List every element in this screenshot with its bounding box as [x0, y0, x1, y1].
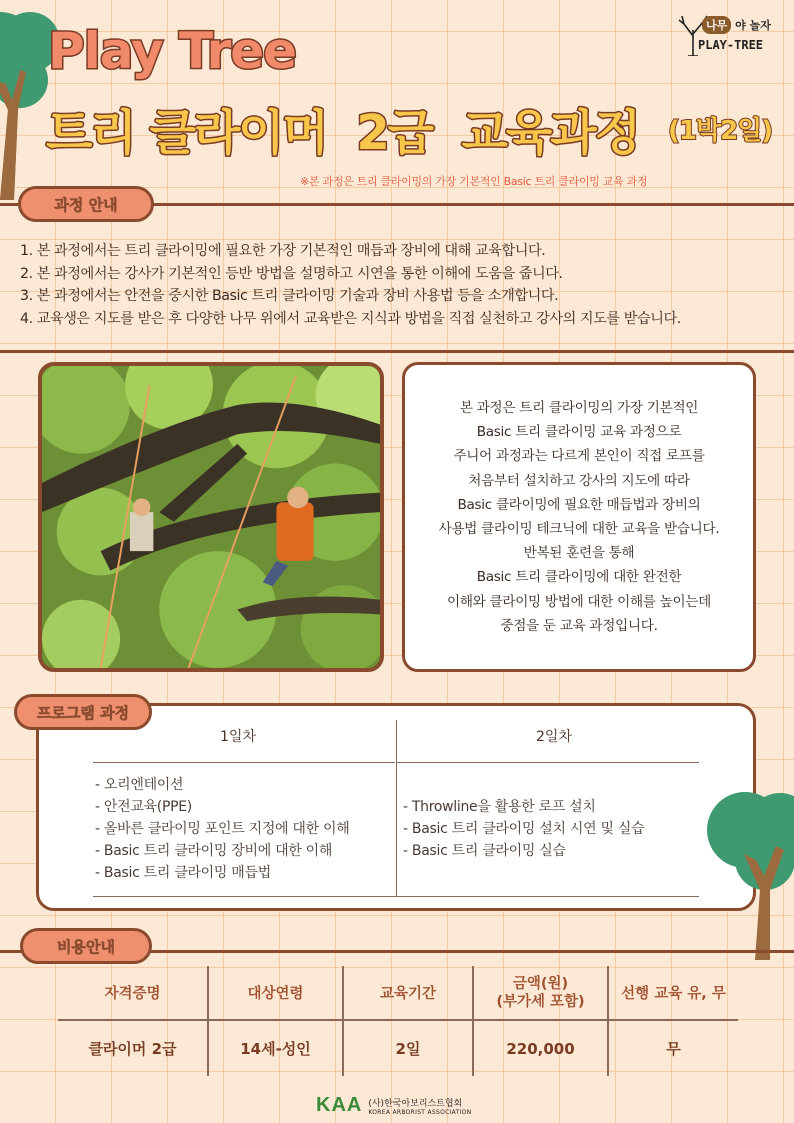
table-header: [473, 966, 608, 1020]
table-header: 대상연령: [208, 966, 343, 1020]
table-row: [58, 1020, 738, 1076]
list-item: - 올바른 클라이밍 포인트 지정에 대한 이해: [95, 821, 350, 837]
list-item: - Throwline을 활용한 로프 설치: [403, 799, 596, 815]
brand-logo: [676, 10, 786, 62]
table-header: 교육기간: [343, 966, 473, 1020]
column-divider: [93, 896, 699, 897]
list-item: - Basic 트리 클라이밍 실습: [403, 843, 566, 859]
description-line: 사용법 클라이밍 테크닉에 대한 교육을 받습니다.: [438, 521, 720, 537]
title-english: Play Tree: [48, 22, 297, 80]
description-line: Basic 트리 클라이밍 교육 과정으로: [476, 424, 682, 441]
column-divider: [93, 762, 395, 763]
section-label-cost: 비용안내: [20, 928, 152, 964]
list-item: 4. 교육생은 지도를 받은 후 다양한 나무 위에서 교육받은 지식과 방법을 직접 실천하고 강사의 지도를 받습니다.: [20, 310, 681, 327]
day1-title: 1일차: [220, 729, 256, 745]
table-cell: 무: [608, 1020, 738, 1076]
description-line: 중점을 둔 교육 과정입니다.: [500, 617, 658, 634]
kaa-logo: KAA: [316, 1094, 363, 1116]
logo-wordmark: PLAY-TREE: [698, 38, 764, 52]
day2-title: 2일차: [536, 729, 572, 745]
tree-climbing-photo: [38, 362, 384, 672]
title-korean: 트리 클라이머 2급 교육과정: [46, 105, 640, 161]
list-item: - 오리엔테이션: [95, 777, 184, 793]
description-line: 이해와 클라이밍 방법에 대한 이해를 높이는데: [447, 593, 711, 610]
day2-items: [403, 796, 644, 862]
section-label-course-guide: 과정 안내: [18, 186, 154, 222]
course-note: ※본 과정은 트리 클라이밍의 가장 기본적인 Basic 트리 클라이밍 교육 과정: [300, 175, 648, 188]
table-header: 선행 교육 유, 무: [608, 966, 738, 1020]
table-header: 자격증명: [58, 966, 208, 1020]
footer-logo: [316, 1094, 471, 1117]
description-line: 주니어 과정과는 다르게 본인이 직접 로프를: [453, 448, 705, 465]
list-item: - Basic 트리 클라이밍 설치 시연 및 실습: [403, 821, 645, 837]
table-cell: 220,000: [473, 1020, 608, 1076]
list-item: - Basic 트리 클라이밍 장비에 대한 이해: [95, 843, 333, 859]
list-item: 3. 본 과정에서는 안전을 중시한 Basic 트리 클라이밍 기술과 장비 사용법 등을 소개합니다.: [20, 288, 559, 304]
cost-table: [58, 966, 738, 1076]
course-guide-list: [20, 240, 780, 330]
table-header-row: [58, 966, 738, 1020]
description-line: 본 과정은 트리 클라이밍의 가장 기본적인: [459, 399, 699, 416]
list-item: 1. 본 과정에서는 트리 클라이밍에 필요한 가장 기본적인 매듭과 장비에 대해 교육합니다.: [20, 243, 546, 259]
column-separator: [396, 720, 397, 896]
day1-items: [95, 774, 349, 884]
table-header-line: 금액(원): [512, 975, 569, 992]
list-item: - Basic 트리 클라이밍 매듭법: [95, 865, 271, 881]
description-line: Basic 트리 클라이밍에 대한 완전한: [476, 569, 682, 586]
table-cell: 클라이머 2급: [88, 1040, 177, 1058]
title-duration: (1박2일): [668, 116, 773, 146]
course-description-card: [402, 362, 756, 672]
description-line: Basic 클라이밍에 필요한 매듭법과 장비의: [457, 496, 701, 513]
table-cell: 2일: [343, 1020, 473, 1076]
org-name-english: KOREA ARBORIST ASSOCIATION: [368, 1108, 472, 1116]
logo-badge: 나무: [702, 16, 731, 34]
program-card: [36, 703, 756, 911]
description-line: 반복된 훈련을 통해: [523, 545, 635, 562]
tree-decoration-icon: [700, 780, 794, 960]
column-divider: [397, 762, 699, 763]
logo-top-text: 야 놀자: [735, 19, 771, 32]
table-header-line: (부가세 포함): [496, 993, 585, 1010]
table-cell: 14세-성인: [208, 1020, 343, 1076]
description-line: 처음부터 설치하고 강사의 지도에 따라: [468, 472, 690, 489]
list-item: - 안전교육(PPE): [95, 799, 192, 815]
org-name-korean: (사)한국아보리스트협회: [368, 1098, 463, 1109]
list-item: 2. 본 과정에서는 강사가 기본적인 등반 방법을 설명하고 시연을 통한 이해에 도움을 줍니다.: [20, 265, 563, 282]
section-label-program: 프로그램 과정: [14, 694, 152, 730]
section-divider: [0, 350, 794, 353]
